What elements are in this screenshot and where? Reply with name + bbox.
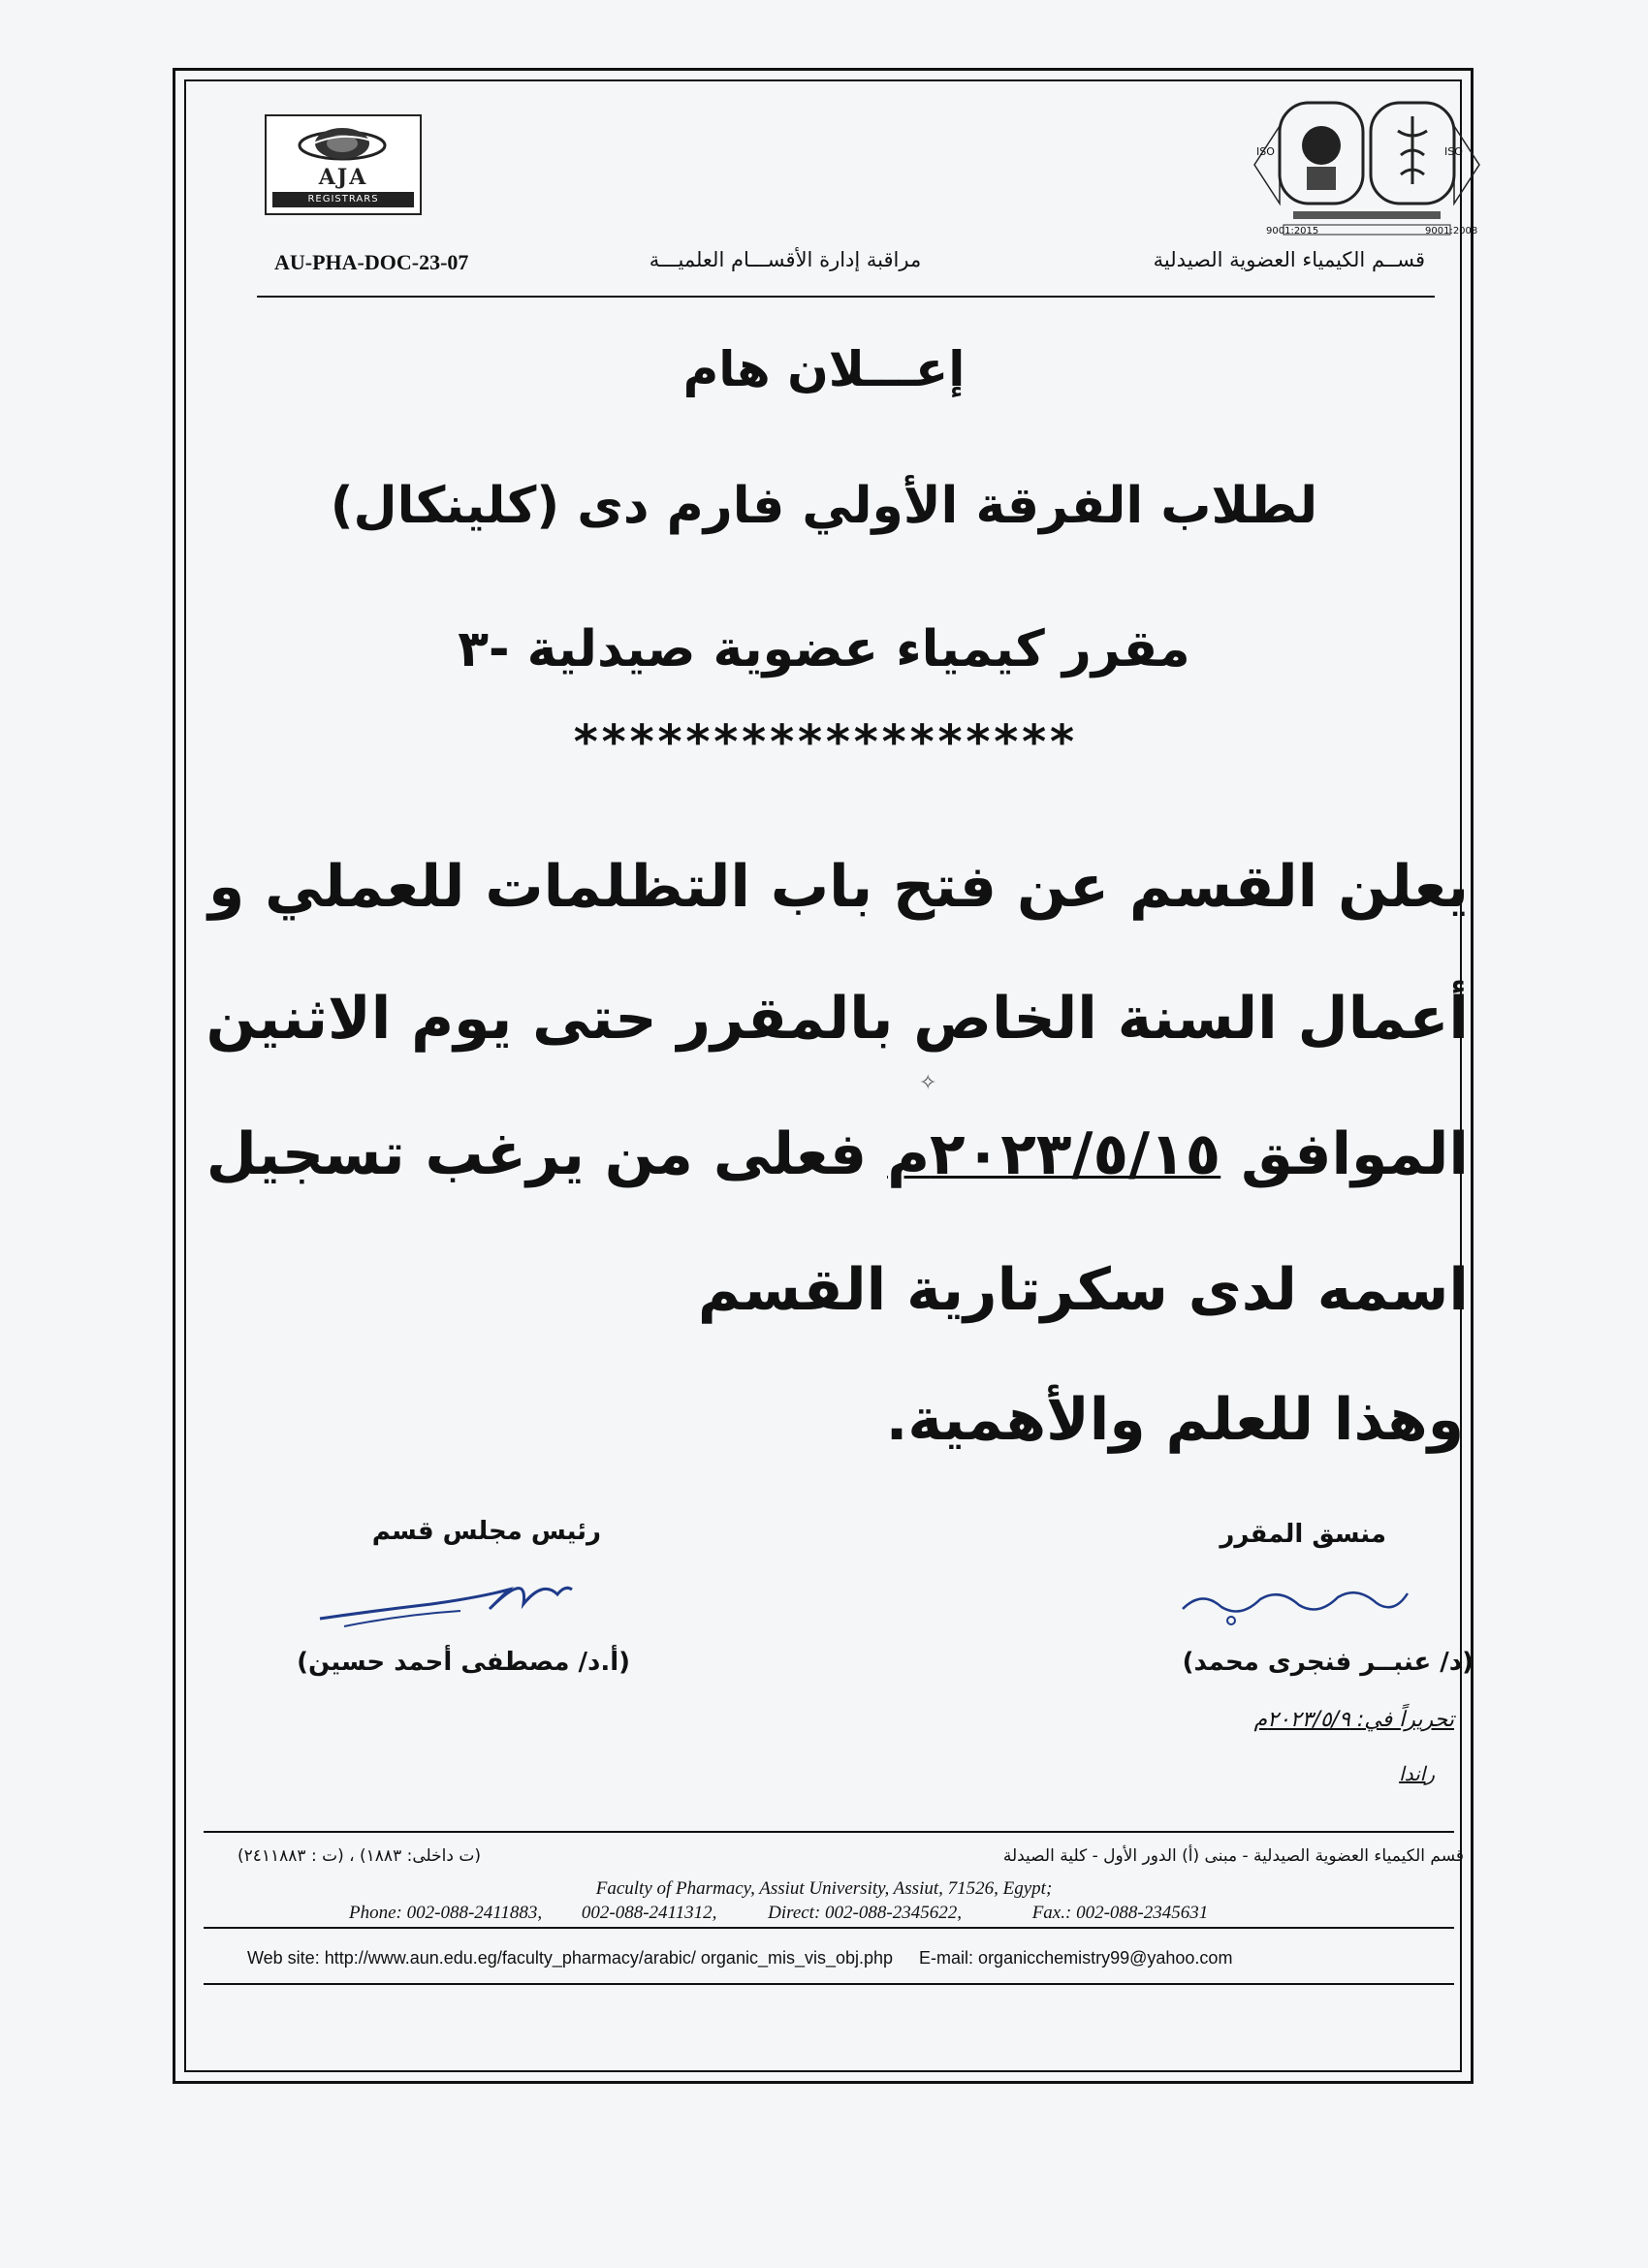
written-date: تحريراً في: ٢٠٢٣/٥/٩م — [1253, 1708, 1454, 1732]
course-coordinator-title: منسق المقرر — [1220, 1520, 1386, 1549]
iso-cert-left: 9001:2015 — [1266, 226, 1319, 236]
footer-web-line — [247, 1948, 1449, 1969]
iso-cert-right: 9001:2008 — [1425, 226, 1478, 236]
footer-email: E-mail: organicchemistry99@yahoo.com — [919, 1948, 1233, 1968]
body-line-1: يعلن القسم عن فتح باب التظلمات للعملي و — [207, 853, 1469, 921]
body-line-3 — [206, 1120, 1469, 1188]
stray-mark-icon: ✧ — [919, 1071, 937, 1095]
course-coordinator-signature — [1173, 1570, 1415, 1638]
typist-initials: راندا — [1399, 1762, 1435, 1785]
body-line-2: أعمال السنة الخاص بالمقرر حتى يوم الاثنين — [206, 985, 1469, 1053]
body-line-3-prefix: الموافق — [1220, 1120, 1469, 1188]
footer-address-ar: قسم الكيمياء العضوية الصيدلية - مبنى (أ) الدور الأول - كلية الصيدلة — [1002, 1846, 1464, 1866]
announcement-title: إعـــلان هام — [682, 341, 966, 397]
footer-divider-top — [204, 1831, 1454, 1833]
header-divider — [257, 296, 1435, 298]
body-line-5: وهذا للعلم والأهمية. — [885, 1386, 1464, 1454]
footer-divider-middle — [204, 1927, 1454, 1929]
department-head-name: (أ.د/ مصطفى أحمد حسين) — [297, 1648, 630, 1677]
globe-icon — [296, 124, 389, 163]
footer-fax: Fax.: 002-088-2345631 — [1031, 1903, 1209, 1923]
separator-stars: ****************** — [571, 715, 1077, 770]
deadline-date: ٢٠٢٣/٥/١٥م — [887, 1120, 1221, 1188]
footer-address-en: Faculty of Pharmacy, Assiut University, Assiut, 71526, Egypt; — [595, 1878, 1053, 1899]
body-line-4: اسمه لدى سكرتارية القسم — [697, 1256, 1469, 1324]
iso-label-left: ISO — [1256, 145, 1275, 158]
footer-website: Web site: http://www.aun.edu.eg/faculty_pharmacy/arabic/ organic_mis_vis_obj.php — [247, 1948, 894, 1968]
announcement-audience: لطلاب الفرقة الأولي فارم دى (كلينكال) — [330, 477, 1318, 535]
aja-subtext: REGISTRARS — [272, 192, 414, 207]
announcement-course: مقرر كيمياء عضوية صيدلية -٣ — [458, 620, 1190, 678]
university-iso-emblem — [1251, 97, 1483, 240]
document-code: AU-PHA-DOC-23-07 — [274, 250, 469, 274]
footer-phones-en — [349, 1903, 1435, 1924]
header-department-label: قســم الكيمياء العضوية الصيدلية — [1153, 248, 1425, 271]
department-head-signature — [315, 1551, 577, 1638]
aja-registrars-logo — [265, 114, 422, 215]
footer-phone-2: 002-088-2411312, — [581, 1903, 717, 1923]
footer-divider-bottom — [204, 1983, 1454, 1985]
footer-direct: Direct: 002-088-2345622, — [768, 1903, 962, 1923]
footer-phones-ar: (ت داخلى: ١٨٨٣) ، (ت : ٢٤١١٨٨٣) — [238, 1846, 481, 1866]
aja-text: AJA — [318, 165, 368, 190]
footer-phone: Phone: 002-088-2411883, — [349, 1903, 543, 1923]
body-line-3-suffix: فعلى من يرغب تسجيل — [206, 1120, 888, 1188]
course-coordinator-name: (د/ عنبــر فنجرى محمد) — [1182, 1648, 1474, 1677]
iso-label-right: ISO — [1444, 145, 1463, 158]
header-center-label: مراقبة إدارة الأقســـام العلميـــة — [649, 248, 922, 271]
department-head-title: رئيس مجلس قسم — [371, 1517, 601, 1546]
